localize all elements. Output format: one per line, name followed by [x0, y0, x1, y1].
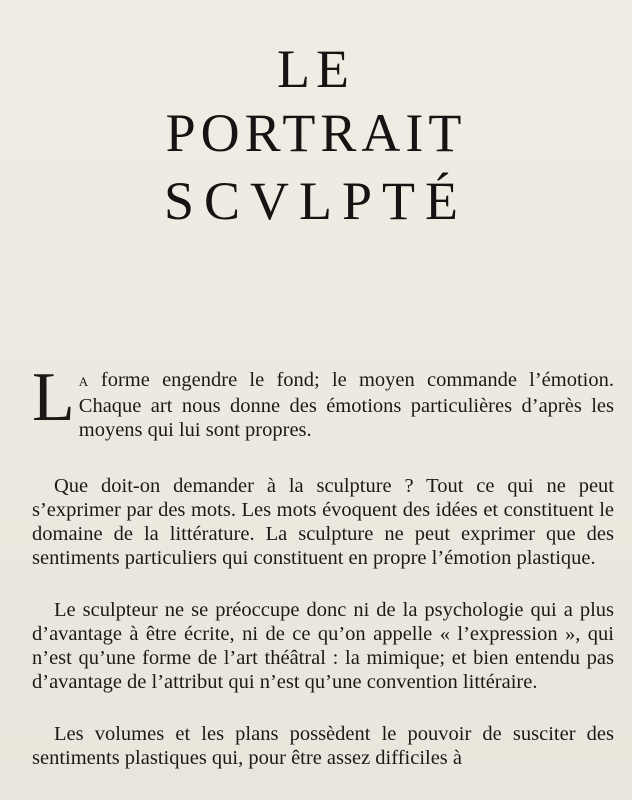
title-line-1: LE — [277, 39, 355, 99]
title-line-2: PORTRAIT — [165, 103, 467, 163]
title-line-3: SCVLPTÉ — [163, 171, 469, 231]
paragraph-1 — [32, 359, 614, 442]
paragraph-2: Que doit-on demander à la sculpture ? Tout ce qui ne peut s’exprimer par des mots. Les mots évoquent des idées et constituent le domaine de la littérature. La sculpture ne peut exprimer que des sentiments particuliers qui constituent en propre l’émotion plastique. — [32, 475, 614, 569]
paragraph-4: Les volumes et les plans possèdent le pouvoir de susciter des sentiments plastiques qui, pour être assez difficiles à — [32, 723, 614, 769]
paragraph-3: Le sculpteur ne se préoccupe donc ni de la psychologie qui a plus d’avantage à être écrite, ni de ce qu’on appelle « l’expression », qui n’est qu’une forme de l’art théâtral : la mimique; et bien entendu pas d’avantage de l’attribut qui n’est qu’une convention littéraire. — [32, 599, 614, 693]
small-cap-letter: A — [78, 374, 89, 389]
drop-cap: L — [32, 359, 75, 436]
paragraph-1-text: forme engendre le fond; le moyen commande l’émotion. Chaque art nous donne des émotions particulières d’après les moyens qui lui sont propres. — [78, 369, 614, 441]
